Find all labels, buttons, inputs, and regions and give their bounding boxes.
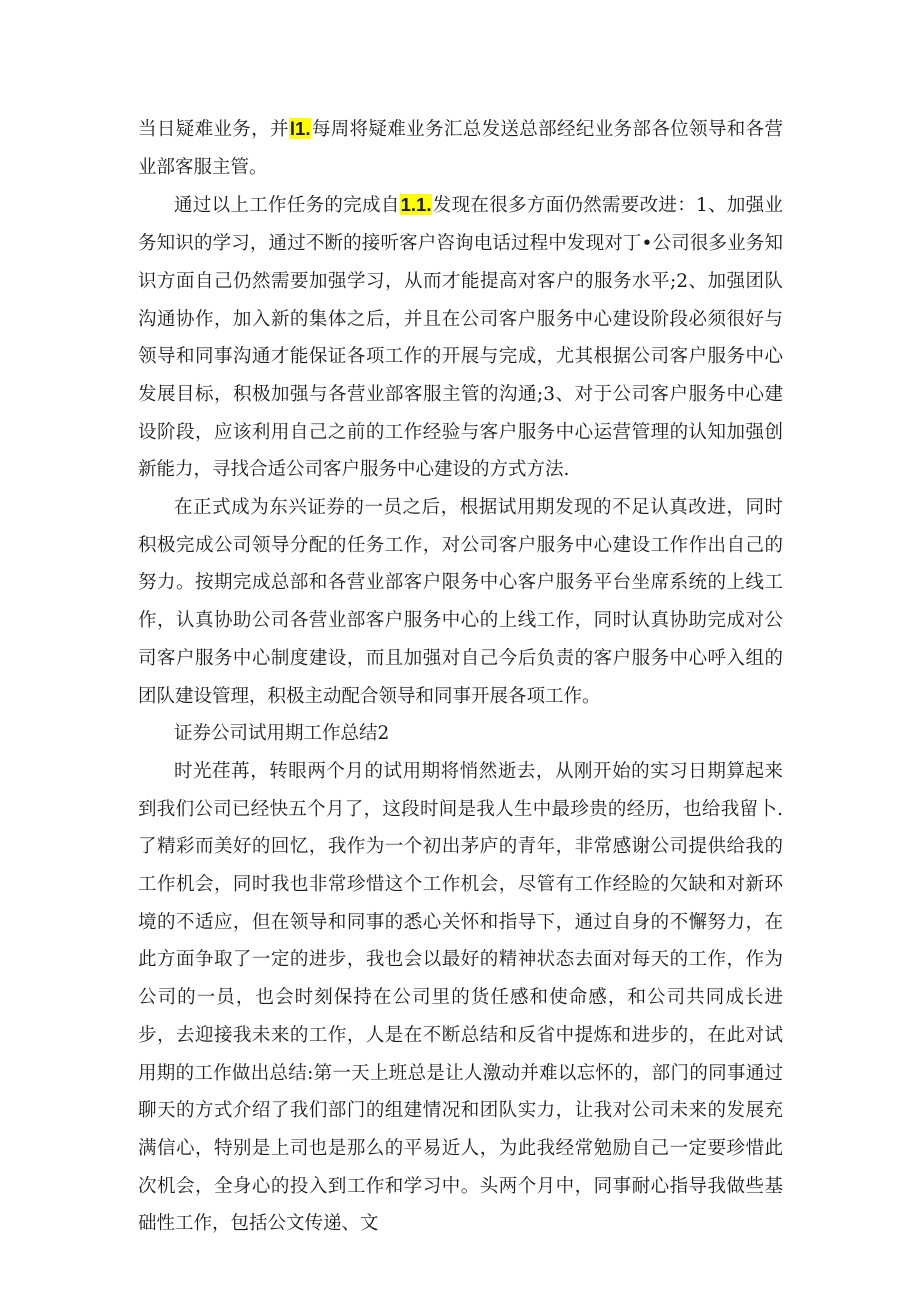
document-page: [138, 110, 783, 1243]
paragraph-4: 时光荏苒，转眼两个月的试用期将悄然逝去，从刚开始的实习日期算起来到我们公司已经快五个月了，这段时间是我人生中最珍贵的经历，也给我留卜.了精彩而美好的回忆，我作为一个初出茅庐的青年，非常感谢公司提供给我的工作机会，同时我也非常珍惜这个工作机会，尽管有工作经睑的欠缺和对新环境的不适应，但在领导和同事的悉心关怀和指导下，通过自身的不懈努力，在此方面争取了一定的进步，我也会以最好的精神状态去面对每天的工作，作为公司的一员，也会时刻保持在公司里的货任感和使命感，和公司共同成长进步，去迎接我未来的工作，人是在不断总结和反省中提炼和进步的，在此对试用期的工作做出总结:第一天上班总是让人激动并难以忘怀的，部门的同事通过聊天的方式介绍了我们部门的组建情况和团队实力，让我对公司未来的发展充满信心，特别是上司也是那么的平易近人，为此我经常勉励自己一定要珍惜此次机会，全身心的投入到工作和学习中。头两个月中，同事耐心指导我做些基础性工作，包括公文传递、文: [138, 760, 783, 1235]
paragraph-1: [138, 110, 783, 186]
paragraph-1-before: 当日疑难业务，并: [138, 119, 289, 140]
highlight-mark-1: l1.: [289, 118, 311, 139]
paragraph-1-after: 每周将疑难业务汇总发送总部经纪业务部各位领导和各营业部客服主管。: [138, 119, 783, 178]
paragraph-2-before: 通过以上工作任务的完成自: [174, 195, 400, 217]
paragraph-2-after: 发现在很多方面仍然需要改进：1、加强业务知识的学习，通过不断的接听客户咨询电话过程中发现对丁•公司很多业务知识方面自己仍然需要加强学习，从而才能提高对客户的服务水平;2、加强团队沟通协作，加入新的集体之后，并且在公司客户服务中心建设阶段必须很好与领导和同事沟通才能保证各项工作的开展与完成，尤其根据公司客户服务中心发展目标，积极加强与各营业部客服主管的沟通;3、对于公司客户服务中心建设阶段，应该利用自己之前的工作经验与客户服务中心运营管理的认知加强创新能力，寻找合适公司客户服务中心建设的方式方法.: [138, 195, 783, 481]
paragraph-2: [138, 186, 783, 489]
paragraph-3: 在正式成为东兴证券的一员之后，根据试用期发现的不足认真改进，同时积极完成公司领导分配的任务工作，对公司客户服务中心建设工作作出自己的努力。按期完成总部和各营业部客户限务中心客户服务平台坐席系统的上线工作，认真协助公司各营业部客户服务中心的上线工作，同时认真协助完成对公司客户服务中心制度建设，而且加强对自己今后负责的客户服务中心呼入组的团队建设管理，积极主动配合领导和同事开展各项工作。: [138, 497, 783, 707]
section-heading: 证券公司试用期工作总结2: [174, 723, 390, 745]
highlight-mark-2: 1.1.: [400, 194, 432, 216]
